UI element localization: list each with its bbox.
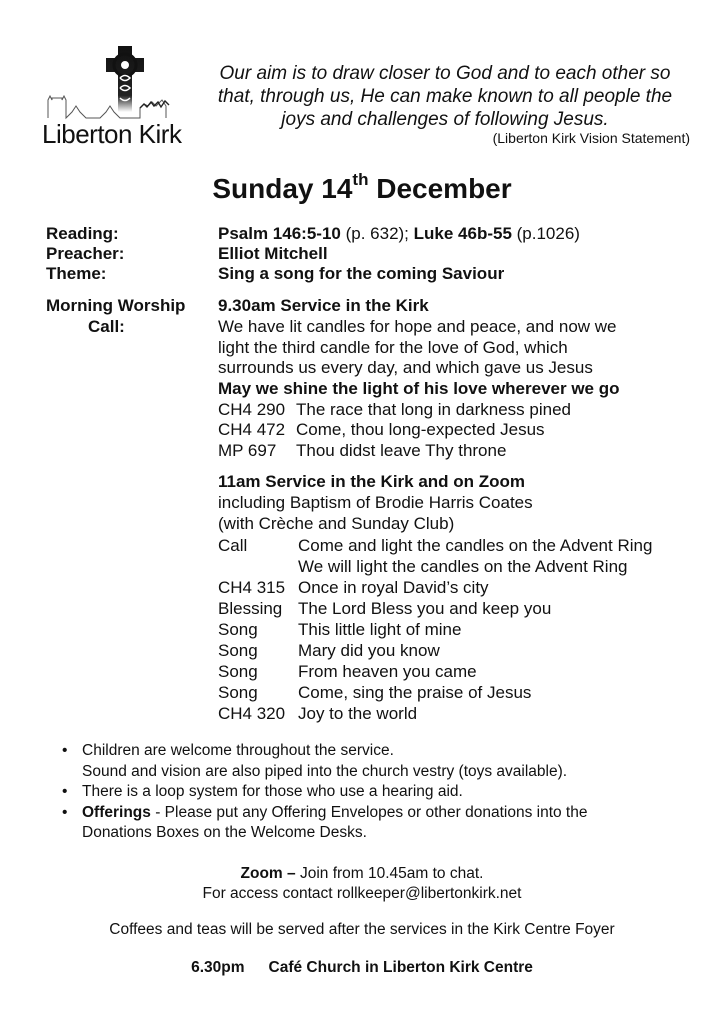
order-title: We will light the candles on the Advent Ring [298, 557, 628, 576]
evening-service [0, 958, 724, 979]
order-code: Blessing [218, 599, 283, 618]
hymn-code: CH4 472 [218, 420, 286, 439]
preacher-value: Elliot Mitchell [218, 244, 328, 263]
order-item [218, 704, 417, 725]
order-item [218, 536, 652, 557]
theme-value: Sing a song for the coming Saviour [218, 264, 505, 283]
call-line: We have lit candles for hope and peace, and now we [218, 317, 617, 336]
reading-page-luke: (p.1026) [511, 224, 580, 243]
evening-time: 6.30pm [191, 959, 245, 976]
order-item [218, 578, 489, 599]
notice-text [82, 803, 702, 824]
hymn-item [218, 400, 571, 421]
reading-ref-psalm: Psalm 146:5-10 [218, 224, 341, 243]
bullet-icon: • [62, 742, 68, 759]
order-code: Song [218, 641, 258, 660]
zoom-contact [0, 884, 724, 905]
offerings-text: - Please put any Offering Envelopes or other donations into the [150, 803, 588, 821]
order-code: Call [218, 536, 248, 555]
hymn-title: Thou didst leave Thy throne [296, 441, 507, 460]
notice-text: Sound and vision are also piped into the church vestry (toys available). [82, 762, 568, 780]
vision-line: joys and challenges of following Jesus. [281, 109, 609, 130]
vision-attribution: (Liberton Kirk Vision Statement) [492, 130, 690, 146]
order-code: Song [218, 662, 258, 681]
order-code: CH4 320 [218, 704, 286, 723]
order-code: Song [218, 620, 258, 639]
order-title: Come and light the candles on the Advent Ring [298, 536, 653, 555]
service1-heading: 9.30am Service in the Kirk [218, 296, 429, 315]
evening-event: Café Church in Liberton Kirk Centre [268, 959, 533, 976]
preacher-label: Preacher: [46, 244, 125, 263]
order-item [218, 599, 551, 620]
notice-item [62, 741, 702, 782]
order-title: The Lord Bless you and keep you [298, 599, 552, 618]
hymn-title: The race that long in darkness pined [296, 400, 572, 419]
title-prefix: Sunday 14 [212, 173, 353, 204]
call-line: surrounds us every day, and which gave us Jesus [218, 358, 593, 377]
reading-value [218, 224, 580, 245]
reading-ref-luke: Luke 46b-55 [413, 224, 512, 243]
notice-text: Children are welcome throughout the service. [82, 742, 394, 759]
order-title: Mary did you know [298, 641, 440, 660]
zoom-info [0, 864, 724, 885]
bullet-icon: • [62, 803, 68, 821]
service2-subtitle: (with Crèche and Sunday Club) [218, 514, 455, 533]
zoom-contact-prefix: For access contact [202, 885, 337, 902]
zoom-label: Zoom – [240, 865, 296, 882]
notice-item [62, 782, 702, 803]
reading-label: Reading: [46, 224, 119, 243]
order-item [218, 662, 477, 683]
order-item [218, 620, 461, 641]
liberton-kirk-logo [40, 38, 205, 150]
order-title: From heaven you came [298, 662, 477, 681]
morning-worship-label: Morning Worship [46, 296, 186, 315]
hymn-code: MP 697 [218, 441, 277, 460]
offerings-label: Offerings [82, 803, 151, 821]
hymn-code: CH4 290 [218, 400, 286, 419]
vision-statement [200, 62, 690, 131]
order-item [218, 557, 628, 578]
notices-list [62, 741, 702, 844]
bullet-icon: • [62, 783, 68, 800]
title-suffix: December [368, 173, 512, 204]
theme-label: Theme: [46, 264, 107, 283]
hymn-item [218, 420, 545, 441]
order-code: CH4 315 [218, 578, 286, 597]
hymn-title: Come, thou long-expected Jesus [296, 420, 545, 439]
notice-item [62, 803, 702, 844]
vision-line: that, through us, He can make known to all people the [217, 86, 673, 107]
notice-text: Donations Boxes on the Welcome Desks. [82, 824, 367, 841]
order-title: Come, sing the praise of Jesus [298, 683, 532, 702]
hymn-item [218, 441, 506, 462]
zoom-text: Join from 10.45am to chat. [295, 865, 484, 882]
notice-text: There is a loop system for those who use a hearing aid. [82, 783, 463, 800]
svg-text:Liberton Kirk: Liberton Kirk [42, 119, 182, 149]
vision-line: Our aim is to draw closer to God and to each other so [219, 63, 671, 84]
call-line: light the third candle for the love of God, which [218, 338, 568, 357]
service2-heading: 11am Service in the Kirk and on Zoom [218, 472, 526, 491]
coffee-notice: Coffees and teas will be served after the services in the Kirk Centre Foyer [109, 921, 615, 938]
zoom-email-link[interactable]: rollkeeper@libertonkirk.net [336, 885, 522, 902]
order-title: This little light of mine [298, 620, 462, 639]
celtic-cross-icon [40, 38, 205, 150]
order-title: Joy to the world [298, 704, 418, 723]
reading-page-psalm: (p. 632); [340, 224, 414, 243]
call-response: May we shine the light of his love wherever we go [218, 379, 620, 398]
order-code: Song [218, 683, 258, 702]
order-item [218, 641, 440, 662]
order-title: Once in royal David’s city [298, 578, 489, 597]
call-label: Call: [88, 317, 125, 336]
page-title [0, 170, 724, 205]
service2-subtitle: including Baptism of Brodie Harris Coates [218, 493, 533, 512]
title-ordinal: th [352, 170, 369, 189]
order-item [218, 683, 531, 704]
